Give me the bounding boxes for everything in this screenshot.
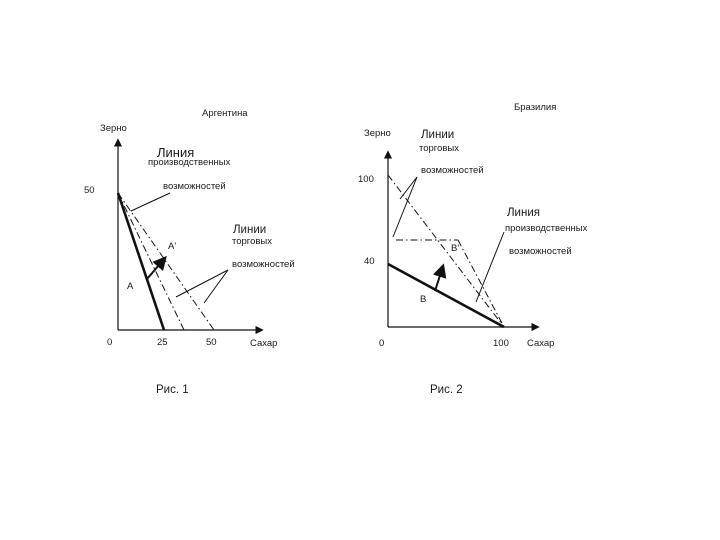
fig2-trade-label-line3: возможностей [421,165,484,176]
fig1-country-title: Аргентина [202,108,248,119]
fig2-ppf-label-line1: Линия [507,207,540,219]
fig2-origin-label: 0 [379,338,385,349]
fig2-x-axis-label: Сахар [527,338,555,349]
fig1-ppf-label-line3: возможностей [163,181,226,192]
fig1-trade-label-line2: торговых [232,236,272,247]
fig2-trade-pointer-2 [400,177,417,199]
fig1-point-a-prime: A' [168,241,177,252]
fig1-trade-pointer-1 [176,270,228,297]
fig2-trade-line-1 [388,175,504,327]
figure-2 [358,102,588,396]
fig1-point-a: A [127,281,134,292]
fig1-ppf-pointer [131,193,170,211]
figure-1 [84,108,295,396]
fig2-ppf-pointer [476,232,504,302]
fig2-ppf-label-line3: возможностей [509,246,572,257]
fig1-trade-label-line1: Линии [233,224,267,236]
fig2-ppf-line [388,264,504,327]
fig2-y-axis-label: Зерно [364,128,391,139]
fig1-y-tick-50: 50 [84,185,95,196]
fig1-y-axis-label: Зерно [100,123,127,134]
fig1-shift-arrow [147,258,165,279]
fig2-trade-label-line1: Линии [421,129,455,141]
fig1-caption: Рис. 1 [156,384,189,396]
fig1-x-tick-25: 25 [157,337,168,348]
fig2-point-b-prime: B' [451,243,460,254]
fig2-x-tick-100: 100 [493,338,509,349]
fig1-ppf-line [118,193,164,330]
fig1-trade-line-1 [118,193,184,330]
fig1-trade-label-line3: возможностей [232,259,295,270]
fig2-country-title: Бразилия [514,102,557,113]
fig2-ppf-label-line2: производственных [505,223,588,234]
fig1-trade-pointer-2 [204,270,228,303]
fig2-shift-arrow [435,266,443,291]
fig2-y-tick-40: 40 [364,256,375,267]
fig2-trade-label-line2: торговых [419,143,459,154]
fig1-ppf-label-line1: Линия [157,145,195,160]
fig2-trade-pointer-1 [393,177,417,237]
fig1-ppf-label-line2: производственных [148,157,231,168]
fig2-caption: Рис. 2 [430,384,463,396]
fig1-x-axis-label: Сахар [250,338,278,349]
fig1-trade-line-2 [118,193,214,330]
fig2-y-tick-100: 100 [358,174,374,185]
fig1-x-tick-50: 50 [206,337,217,348]
fig1-origin-label: 0 [107,337,113,348]
fig2-point-b: B [420,294,427,305]
